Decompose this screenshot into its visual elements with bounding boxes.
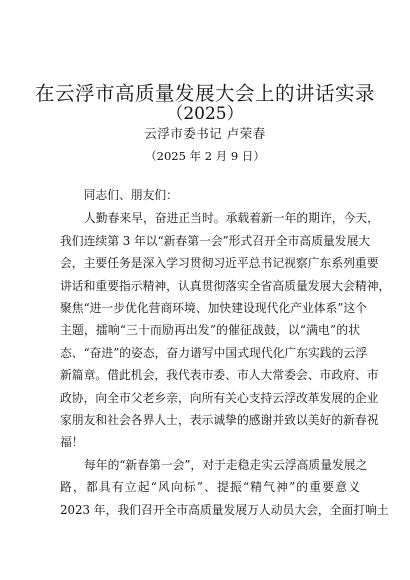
paragraph-2 bbox=[60, 454, 389, 521]
paragraph-line: 我们连续第 3 年以“新春第一会”形式召开全市高质量发展大 bbox=[60, 233, 371, 248]
paragraph-line: 聚焦“进一步优化营商环境、加快建设现代化产业体系”这个 bbox=[60, 301, 367, 316]
paragraph-line: 2023 年，我们召开全市高质量发展万人动员大会，全面打响土 bbox=[60, 502, 389, 517]
paragraph-line: 人勤春来早，奋进正当时。承载着新一年的期许，今天， bbox=[84, 211, 379, 226]
paragraph-line: 政协，向全市父老乡亲，向所有关心支持云浮改革发展的企业 bbox=[60, 390, 379, 405]
document-year: （2025） bbox=[166, 104, 244, 124]
document-title: 在云浮市高质量发展大会上的讲话实录 bbox=[34, 82, 375, 105]
paragraph-1 bbox=[60, 207, 391, 453]
paragraph-line: 新篇章。借此机会，我代表市委、市人大常委会、市政府、市 bbox=[60, 368, 379, 383]
document-author: 云浮市委书记 卢荣春 bbox=[144, 126, 266, 141]
paragraph-line: 主题，擂响“三十而励再出发”的催征战鼓，以“满电”的状 bbox=[60, 323, 360, 338]
document-body bbox=[60, 184, 391, 521]
paragraph-line: 福！ bbox=[60, 435, 84, 450]
paragraph-line: 态、“奋进”的姿态，奋力谱写中国式现代化广东实践的云浮 bbox=[60, 345, 367, 360]
paragraph-line: 会，主要任务是深入学习贯彻习近平总书记视察广东系列重要 bbox=[60, 256, 379, 271]
salutation: 同志们、朋友们： bbox=[83, 188, 178, 202]
paragraph-line: 讲话和重要指示精神，认真贯彻落实全省高质量发展大会精神， bbox=[60, 278, 391, 293]
paragraph-line: 每年的“新春第一会”，对于走稳走实云浮高质量发展之 bbox=[84, 457, 368, 472]
paragraph-line: 路，都具有立起“风向标”、提振“精气神”的重要意义 bbox=[60, 480, 360, 495]
document-date: （2025 年 2 月 9 日） bbox=[145, 149, 265, 163]
paragraph-line: 家朋友和社会各界人士，表示诚挚的感谢并致以美好的新春祝 bbox=[60, 413, 379, 428]
